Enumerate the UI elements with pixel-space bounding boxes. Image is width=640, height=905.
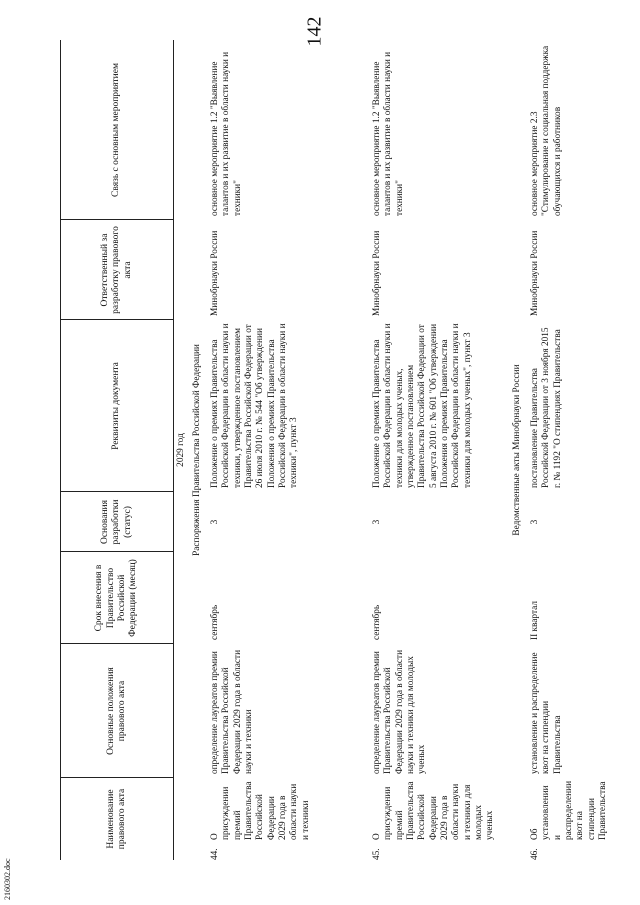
- row-name: Об установлении и распределении квот на стипендии Правительства: [530, 780, 608, 840]
- rotated-table: [60, 40, 608, 860]
- header-basis: Основания разработки (статус): [99, 499, 133, 545]
- section-gov-orders: Распоряжения Правительства Российской Федерации: [192, 344, 202, 556]
- footer-code: 2160302.doc: [3, 858, 12, 900]
- row-number: 45.: [372, 848, 382, 860]
- header-details: Реквизиты документа: [111, 362, 122, 450]
- row-deadline: сентябрь: [372, 604, 382, 640]
- header-deadline: Срок внесения в Правительство Российской Федерации (месяц): [94, 559, 139, 637]
- table-header: [60, 40, 174, 860]
- row-number: 44.: [210, 848, 220, 860]
- row-responsible: Минобрнауки России: [210, 230, 220, 316]
- section-ministry-acts: Ведомственные акты Минобрнауки России: [512, 364, 522, 536]
- row-responsible: Минобрнауки России: [530, 230, 540, 316]
- row-link: основное мероприятие 1.2 "Выявление талантов и их развитие в области науки и техники": [210, 51, 243, 216]
- row-number: 46.: [530, 848, 540, 860]
- header-name: Наименование правового акта: [105, 788, 127, 850]
- row-provisions: определение лауреатов премии Правительства Российской Федерации 2029 года в области науки и техники для молодых ученых: [372, 649, 428, 774]
- row-link: основное мероприятие 2.3 "Стимулирование и социальная поддержка обучающихся и работников: [530, 45, 563, 216]
- row-name: О присуждении премий Правительства Российской Федерации 2029 года в области науки и техники: [210, 781, 311, 840]
- row-basis: 3: [210, 519, 220, 525]
- row-basis: 3: [372, 519, 382, 525]
- row-details: Положение о премиях Правительства Российской Федерации в области науки и техники, утвержденное постановлением Правительства Российской Федерации от 26 июля 2010 г. № 544 "Об утверждении Положения о премиях Правительства Российской Федерации в области науки и техники", пункт 3: [210, 323, 300, 488]
- row-details: постановление Правительства Российской Федерации от 3 ноября 2015 г. № 1192 "О стипендиях Правительства: [530, 327, 563, 488]
- row-name: О присуждении премий Правительства Российской Федерации 2029 года в области науки и техники для молодых ученых: [372, 781, 496, 840]
- row-deadline: сентябрь: [210, 604, 220, 640]
- header-provisions: Основные положения правового акта: [105, 667, 127, 755]
- row-deadline: II квартал: [530, 601, 540, 640]
- page-number: 142: [303, 16, 326, 47]
- row-basis: 3: [530, 519, 540, 525]
- header-responsible: Ответственный за разработку правового акта: [99, 226, 133, 314]
- row-link: основное мероприятие 1.2 "Выявление талантов и их развитие в области науки и техники": [372, 51, 405, 216]
- section-year: 2029 год: [176, 433, 186, 467]
- header-link: Связь с основным мероприятием: [111, 63, 122, 197]
- row-details: Положение о премиях Правительства Российской Федерации в области науки и техники для молодых ученых, утвержденное постановлением Правительства Российской Федерации от 5 августа 2010 г. № 601 "Об утверждении Положения о премиях Правительства Российской Федерации в области науки и техники для молодых ученых", пункт 3: [372, 323, 473, 488]
- row-provisions: установление и распределение квот на стипендии Правительства: [530, 652, 563, 774]
- row-provisions: определение лауреатов премии Правительства Российской Федерации 2029 года в области науки и техники: [210, 649, 254, 774]
- row-responsible: Минобрнауки России: [372, 230, 382, 316]
